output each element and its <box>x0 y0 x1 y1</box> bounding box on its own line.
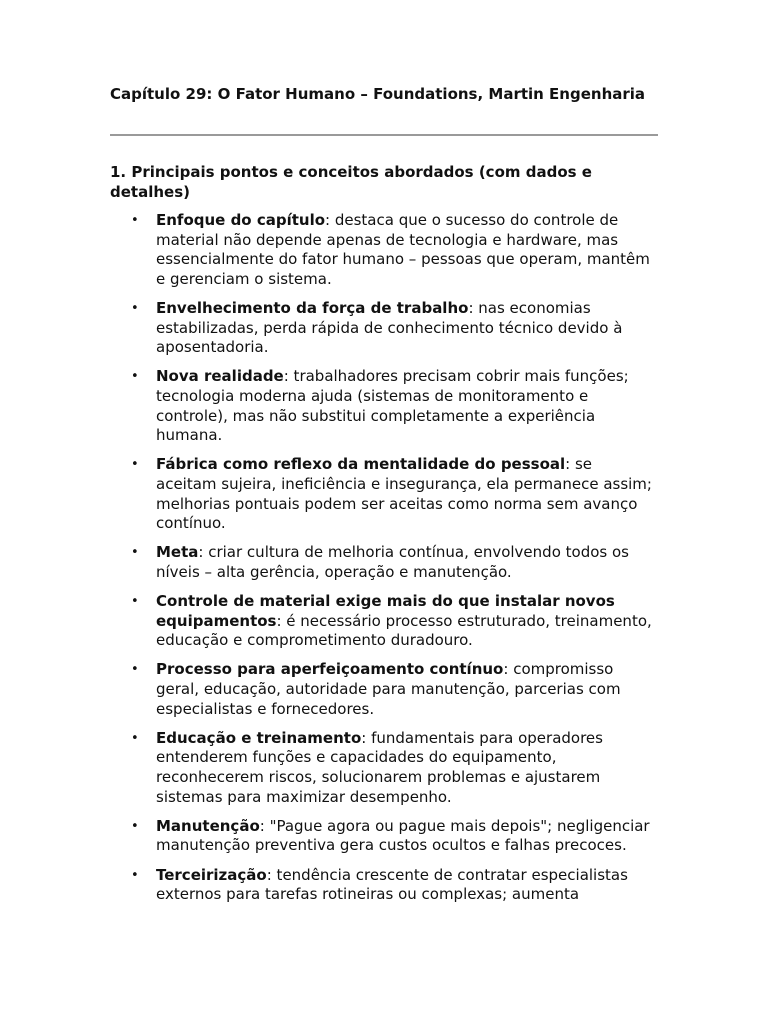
list-item <box>131 865 656 905</box>
bullet-icon: • <box>131 545 139 561</box>
bullet-icon: • <box>131 300 139 316</box>
item-text: : "Pague agora ou pague mais depois"; negligenciar manutenção preventiva gera custos ocultos e falhas precoces. <box>156 816 650 855</box>
item-text: : fundamentais para operadores entenderem funções e capacidades do equipamento, reconhecerem riscos, solucionarem problemas e ajustarem sistemas para maximizar desempenho. <box>156 728 603 806</box>
item-term: Enfoque do capítulo <box>156 211 326 229</box>
bullet-icon: • <box>131 369 139 385</box>
key-points-list <box>131 211 656 914</box>
bullet-icon: • <box>131 213 139 228</box>
bullet-icon: • <box>131 594 139 610</box>
list-item <box>131 455 656 533</box>
item-term: Meta <box>156 543 199 562</box>
list-item <box>131 592 656 651</box>
item-term: Envelhecimento da força de trabalho <box>156 298 469 317</box>
list-item <box>131 298 656 358</box>
list-item <box>131 543 656 582</box>
item-text: : trabalhadores precisam cobrir mais funções; tecnologia moderna ajuda (sistemas de monitoramento e controle), mas não substitui completamente a experiência humana. <box>156 367 629 445</box>
item-text: : tendência crescente de contratar especialistas externos para tarefas rotineiras ou complexas; aumenta <box>156 865 628 904</box>
bullet-icon: • <box>131 867 139 883</box>
item-text: : se aceitam sujeira, ineficiência e insegurança, ela permanece assim; melhorias pontuais podem ser aceitas como norma sem avanço contínuo. <box>156 455 652 533</box>
bullet-icon: • <box>131 818 139 834</box>
bullet-icon: • <box>131 457 139 473</box>
list-item <box>131 660 656 719</box>
item-term: Terceirização <box>156 865 267 884</box>
list-item <box>131 211 656 289</box>
document-title: Capítulo 29: O Fator Humano – Foundations, Martin Engenharia <box>110 85 646 103</box>
item-text: : é necessário processo estruturado, treinamento, educação e comprometimento duradouro. <box>156 611 652 650</box>
list-item <box>131 728 656 807</box>
bullet-icon: • <box>131 662 139 678</box>
item-term: Processo para aperfeiçoamento contínuo <box>156 660 504 679</box>
bullet-icon: • <box>131 730 139 746</box>
item-term: Educação e treinamento <box>156 728 362 747</box>
section-heading: 1. Principais pontos e conceitos abordados (com dados e detalhes) <box>110 163 592 201</box>
list-item <box>131 367 656 445</box>
item-text: : destaca que o sucesso do controle de material não depende apenas de tecnologia e hardware, mas essencialmente do fator humano – pessoas que operam, mantêm e gerenciam o sistema. <box>156 211 650 288</box>
item-text: : nas economias estabilizadas, perda rápida de conhecimento técnico devido à aposentadoria. <box>156 298 623 357</box>
horizontal-rule <box>110 134 658 136</box>
item-text: : criar cultura de melhoria contínua, envolvendo todos os níveis – alta gerência, operação e manutenção. <box>156 543 629 581</box>
item-term: Fábrica como reflexo da mentalidade do pessoal <box>156 455 566 474</box>
item-text: : compromisso geral, educação, autoridade para manutenção, parcerias com especialistas e fornecedores. <box>156 660 621 718</box>
item-term: Manutenção <box>156 816 260 835</box>
item-term: Nova realidade <box>156 367 284 386</box>
list-item <box>131 816 656 856</box>
item-term: Controle de material exige mais do que instalar novos equipamentos <box>156 592 615 630</box>
